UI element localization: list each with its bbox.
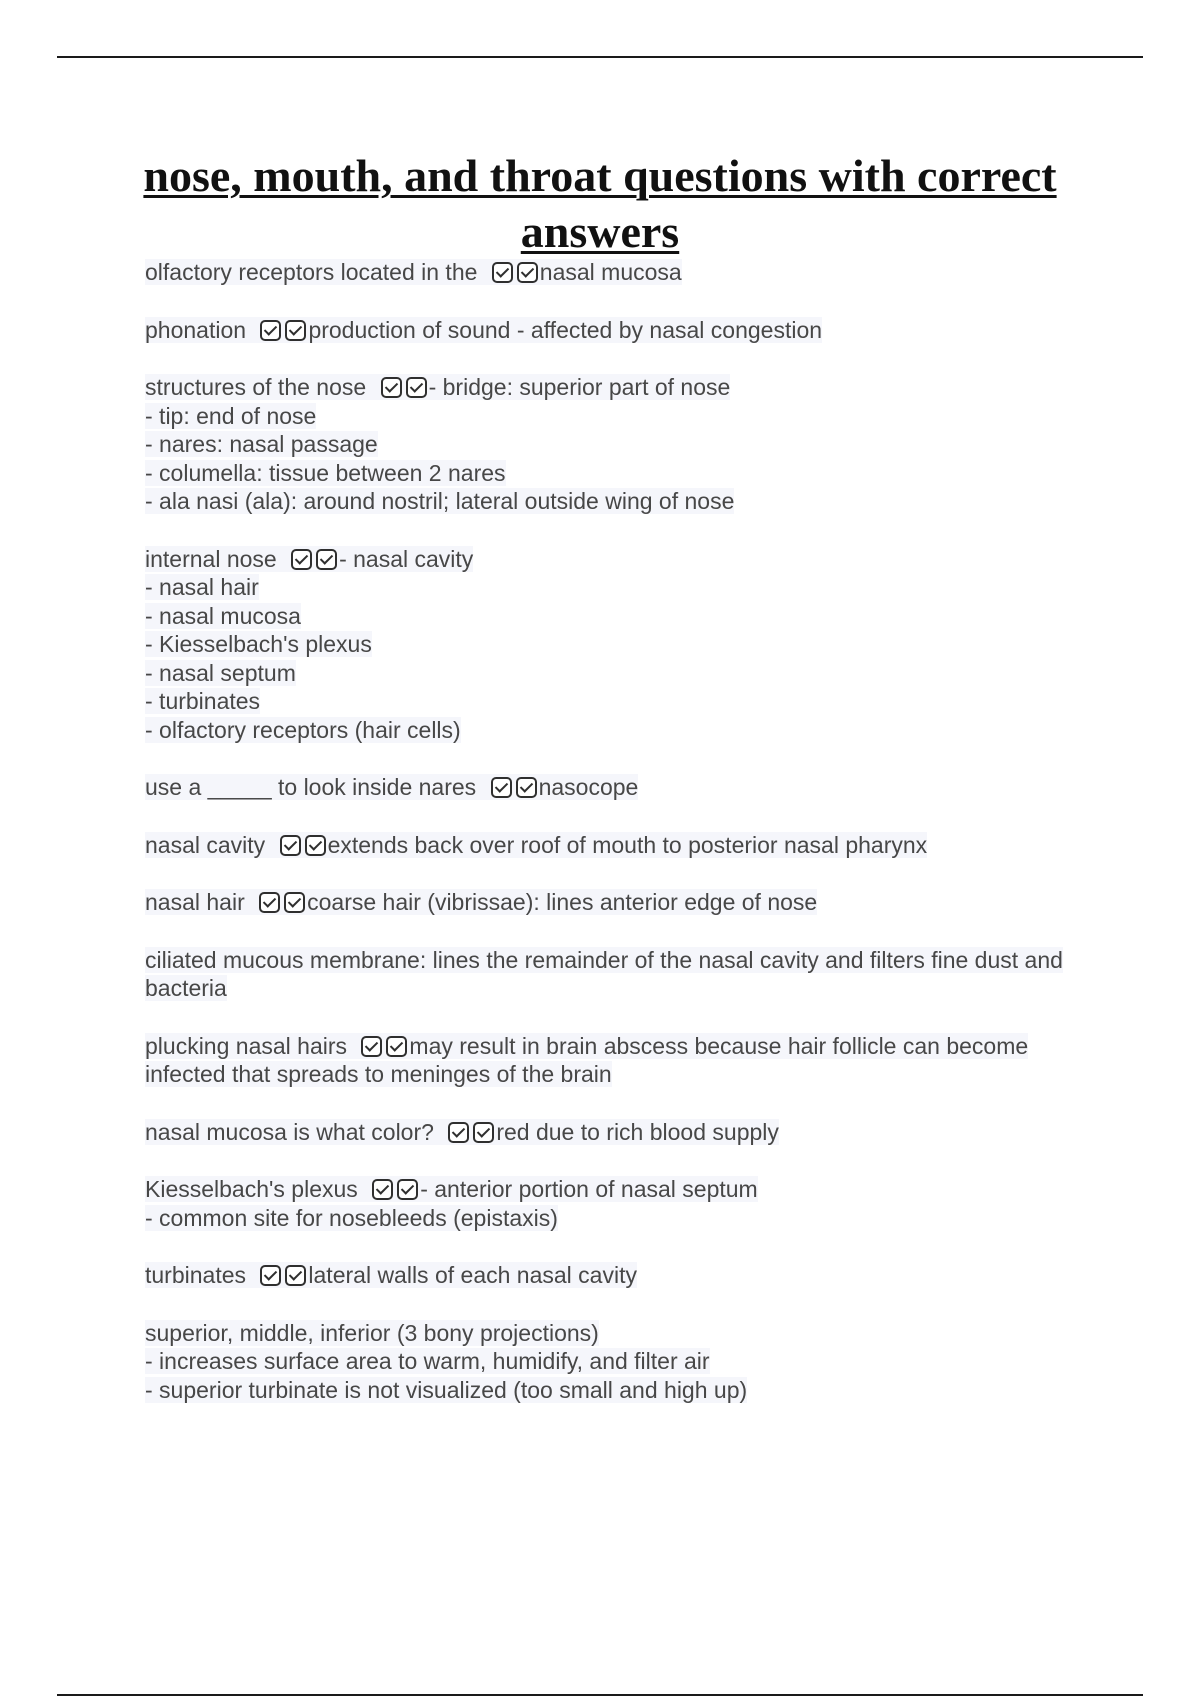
answer-line: - common site for nosebleeds (epistaxis) (145, 1204, 558, 1231)
question-text: nasal hair (145, 889, 252, 915)
answer-text: - nasal cavity (339, 545, 474, 572)
page-title: nose, mouth, and throat questions with correct answers (143, 150, 1057, 257)
checkbox-checked-icon (397, 1179, 418, 1200)
answer-text: may result in brain abscess because hair follicle can become infected that spreads to meninges of the brain (145, 1032, 1029, 1087)
answer-line: - tip: end of nose (145, 402, 317, 429)
qa-item (145, 1261, 1095, 1290)
answer-line: - superior turbinate is not visualized (too small and high up) (145, 1376, 748, 1403)
qa-item (145, 831, 1095, 860)
checkbox-checked-icon (285, 1265, 306, 1286)
question-text: Kiesselbach's plexus (145, 1176, 365, 1202)
checkbox-checked-icon (316, 549, 337, 570)
question-text: nasal mucosa is what color? (145, 1118, 441, 1145)
answer-text: - bridge: superior part of nose (428, 374, 731, 400)
question-text: internal nose (145, 545, 284, 572)
answer-line: - nasal hair (145, 574, 259, 600)
checkbox-checked-icon (280, 835, 301, 856)
qa-item (145, 773, 1095, 802)
checkbox-checked-icon (386, 1036, 407, 1057)
answer-line: - nares: nasal passage (145, 431, 378, 457)
checkbox-checked-icon (381, 377, 402, 398)
answer-line: - increases surface area to warm, humidify, and filter air (145, 1348, 710, 1374)
checkbox-checked-icon (291, 549, 312, 570)
answer-line: - ala nasi (ala): around nostril; lateral outside wing of nose (145, 488, 735, 514)
answer-line: - Kiesselbach's plexus (145, 631, 372, 657)
question-text: nasal cavity (145, 831, 272, 858)
answer-line: - turbinates (145, 688, 261, 714)
answer-text: red due to rich blood supply (496, 1118, 779, 1145)
question-text: plucking nasal hairs (145, 1032, 354, 1059)
checkbox-checked-icon (473, 1122, 494, 1143)
answer-text: lateral walls of each nasal cavity (308, 1262, 637, 1288)
answer-line: superior, middle, inferior (3 bony projections) (145, 1319, 599, 1346)
answer-text: nasocope (538, 774, 639, 800)
question-text: turbinates (145, 1262, 253, 1288)
question-text: structures of the nose (145, 374, 373, 400)
checkbox-checked-icon (516, 777, 537, 798)
top-divider (57, 56, 1143, 58)
answer-text: nasal mucosa (539, 259, 682, 285)
checkbox-checked-icon (305, 835, 326, 856)
qa-item (145, 888, 1095, 917)
answer-line: - nasal septum (145, 659, 296, 686)
answer-line: - columella: tissue between 2 nares (145, 459, 506, 486)
checkbox-checked-icon (406, 377, 427, 398)
checkbox-checked-icon (260, 320, 281, 341)
qa-item (145, 1118, 1095, 1147)
checkbox-checked-icon (372, 1179, 393, 1200)
answer-line: - olfactory receptors (hair cells) (145, 716, 461, 743)
qa-item (145, 545, 1095, 745)
answer-text: production of sound - affected by nasal congestion (308, 316, 823, 343)
answer-text: coarse hair (vibrissae): lines anterior edge of nose (307, 889, 818, 915)
qa-list (145, 258, 1095, 1433)
qa-item (145, 316, 1095, 345)
checkbox-checked-icon (260, 1265, 281, 1286)
answer-text: extends back over roof of mouth to posterior nasal pharynx (327, 831, 928, 858)
qa-item (145, 373, 1095, 516)
qa-item (145, 258, 1095, 287)
qa-item (145, 946, 1095, 1003)
answer-text: - anterior portion of nasal septum (420, 1176, 758, 1202)
checkbox-checked-icon (285, 320, 306, 341)
checkbox-checked-icon (517, 262, 538, 283)
checkbox-checked-icon (492, 262, 513, 283)
checkbox-checked-icon (284, 892, 305, 913)
checkbox-checked-icon (491, 777, 512, 798)
checkbox-checked-icon (361, 1036, 382, 1057)
qa-item (145, 1032, 1095, 1089)
checkbox-checked-icon (448, 1122, 469, 1143)
qa-item (145, 1319, 1095, 1405)
question-text: phonation (145, 316, 253, 343)
question-text: olfactory receptors located in the (145, 259, 484, 285)
qa-item (145, 1175, 1095, 1232)
question-text: use a _____ to look inside nares (145, 774, 483, 800)
checkbox-checked-icon (259, 892, 280, 913)
answer-line: - nasal mucosa (145, 602, 301, 629)
bottom-divider (57, 1694, 1143, 1696)
answer-text: ciliated mucous membrane: lines the remainder of the nasal cavity and filters fine dust and bacteria (145, 946, 1063, 1001)
